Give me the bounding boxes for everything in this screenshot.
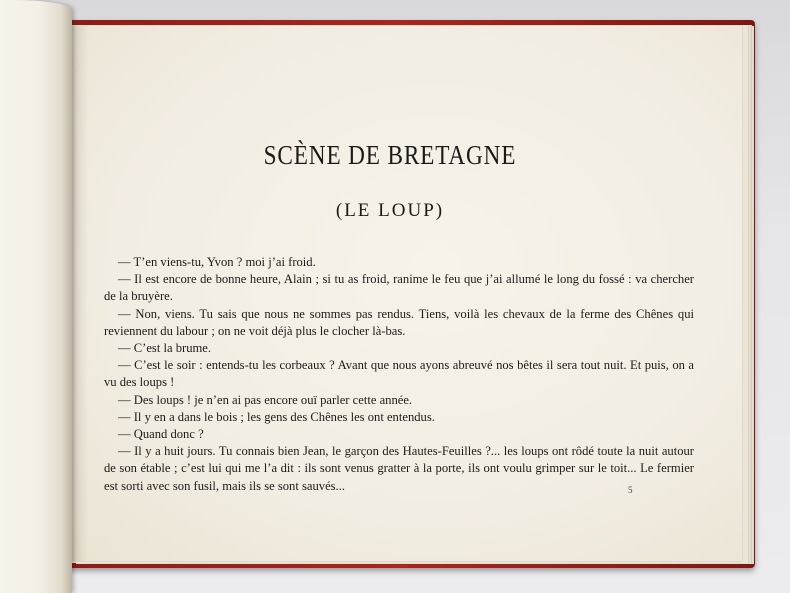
chapter-title: SCÈNE DE BRETAGNE xyxy=(263,140,517,170)
paragraph: — C’est la brume. xyxy=(118,341,212,356)
body-text xyxy=(104,254,694,495)
paragraph: — Des loups ! je n’en ai pas encore ouï parler cette année. xyxy=(118,392,413,407)
left-page xyxy=(0,0,72,593)
paragraph: — Il y en a dans le bois ; les gens des Chênes les ont entendus. xyxy=(118,409,435,424)
chapter-subtitle: (LE LOUP) xyxy=(335,200,445,221)
paragraph: — Quand donc ? xyxy=(118,427,204,442)
page-number: 5 xyxy=(628,485,633,495)
paragraph: — C’est le soir : entends-tu les corbeaux ? Avant que nous ayons abreuvé nos bêtes il sera tout nuit. Et puis, on a vu des loups ! xyxy=(104,358,694,390)
paragraph: — Il est encore de bonne heure, Alain ; si tu as froid, ranime le feu que j’ai allumé le long du fossé : va chercher de la bruyère. xyxy=(104,272,694,304)
paragraph: — T’en viens-tu, Yvon ? moi j’ai froid. xyxy=(118,255,316,269)
paragraph: — Il y a huit jours. Tu connais bien Jean, le garçon des Hautes-Feuilles ?... les loups ont rôdé toute la nuit autour de son étable ; c’est lui qui me l’a dit : ils sont venus gratter à la porte, ils ont voulu grimper sur le toit... Le fermier est sorti avec son fusil, mais ils se sont sauvés... xyxy=(104,444,694,493)
paragraph: — Non, viens. Tu sais que nous ne sommes pas rendus. Tiens, voilà les chevaux de la ferme des Chênes qui reviennent du labour ; on ne voit déjà plus le clocher là-bas. xyxy=(104,306,694,338)
